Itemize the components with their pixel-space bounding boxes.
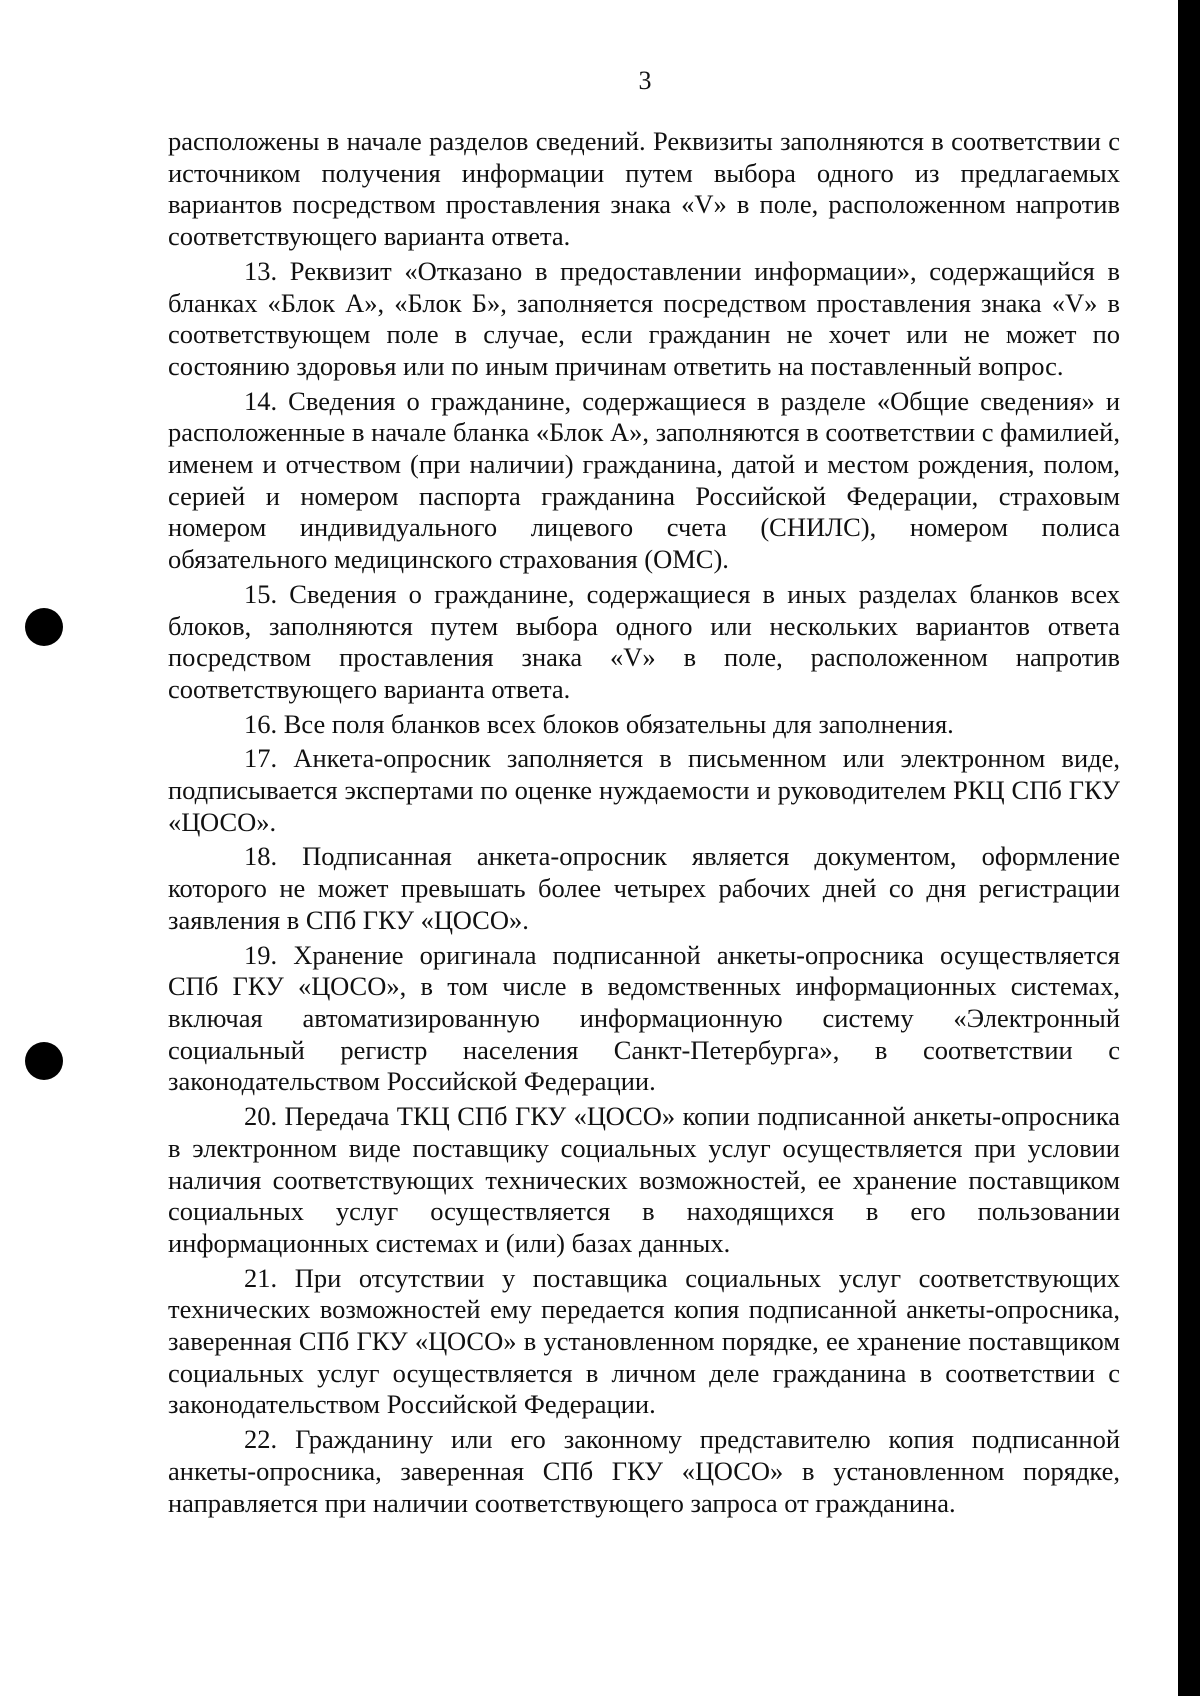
scan-edge-shadow bbox=[1178, 0, 1200, 1696]
paragraph-15: 15. Сведения о гражданине, содержащиеся в иных разделах бланков всех блоков, заполняются путем выбора одного или нескольких вариантов ответа посредством проставления знака «V» в поле, расположенном напротив соответствующего варианта ответа. bbox=[168, 578, 1120, 704]
paragraph-17: 17. Анкета-опросник заполняется в письменном или электронном виде, подписывается экспертами по оценке нуждаемости и руководителем РКЦ СПб ГКУ «ЦОСО». bbox=[168, 743, 1120, 837]
paragraph-21: 21. При отсутствии у поставщика социальных услуг соответствующих технических возможностей ему передается копия подписанной анкеты-опросника, заверенная СПб ГКУ «ЦОСО» в установленном порядке, ее хранение поставщиком социальных услуг осуществляется в личном деле гражданина в соответствии с законодательством Российской Федерации. bbox=[168, 1262, 1120, 1420]
paragraph-13: 13. Реквизит «Отказано в предоставлении информации», содержащийся в бланках «Блок А», «Блок Б», заполняется посредством проставления знака «V» в соответствующем поле в случае, если гражданин не хочет или не может по состоянию здоровья или по иным причинам ответить на поставленный вопрос. bbox=[168, 255, 1120, 381]
paragraph-19: 19. Хранение оригинала подписанной анкеты-опросника осуществляется СПб ГКУ «ЦОСО», в том числе в ведомственных информационных системах, включая автоматизированную информационную систему «Электронный социальный регистр населения Санкт-Петербурга», в соответствии с законодательством Российской Федерации. bbox=[168, 939, 1120, 1097]
document-body bbox=[168, 126, 1120, 1522]
paragraph-20: 20. Передача ТКЦ СПб ГКУ «ЦОСО» копии подписанной анкеты-опросника в электронном виде поставщику социальных услуг осуществляется при условии наличия соответствующих технических возможностей, ее хранение поставщиком социальных услуг осуществляется в находящихся в его пользовании информационных системах и (или) базах данных. bbox=[168, 1101, 1120, 1258]
paragraph-16: 16. Все поля бланков всех блоков обязательны для заполнения. bbox=[244, 708, 954, 739]
punch-hole-mark bbox=[25, 608, 63, 646]
page-number: 3 bbox=[638, 66, 652, 95]
paragraph-22: 22. Гражданину или его законному представителю копия подписанной анкеты-опросника, заверенная СПб ГКУ «ЦОСО» в установленном порядке, направляется при наличии соответствующего запроса от гражданина. bbox=[168, 1424, 1120, 1518]
punch-hole-mark bbox=[25, 1042, 63, 1080]
paragraph-18: 18. Подписанная анкета-опросник является документом, оформление которого не может превышать более четырех рабочих дней со дня регистрации заявления в СПб ГКУ «ЦОСО». bbox=[168, 841, 1120, 935]
paragraph-14: 14. Сведения о гражданине, содержащиеся в разделе «Общие сведения» и расположенные в начале бланка «Блок А», заполняются в соответствии с фамилией, именем и отчеством (при наличии) гражданина, датой и местом рождения, полом, серией и номером паспорта гражданина Российской Федерации, страховым номером индивидуального лицевого счета (СНИЛС), номером полиса обязательного медицинского страхования (ОМС). bbox=[168, 385, 1120, 575]
paragraph-continuation: расположены в начале разделов сведений. Реквизиты заполняются в соответствии с источником получения информации путем выбора одного из предлагаемых вариантов посредством проставления знака «V» в поле, расположенном напротив соответствующего варианта ответа. bbox=[168, 126, 1120, 252]
